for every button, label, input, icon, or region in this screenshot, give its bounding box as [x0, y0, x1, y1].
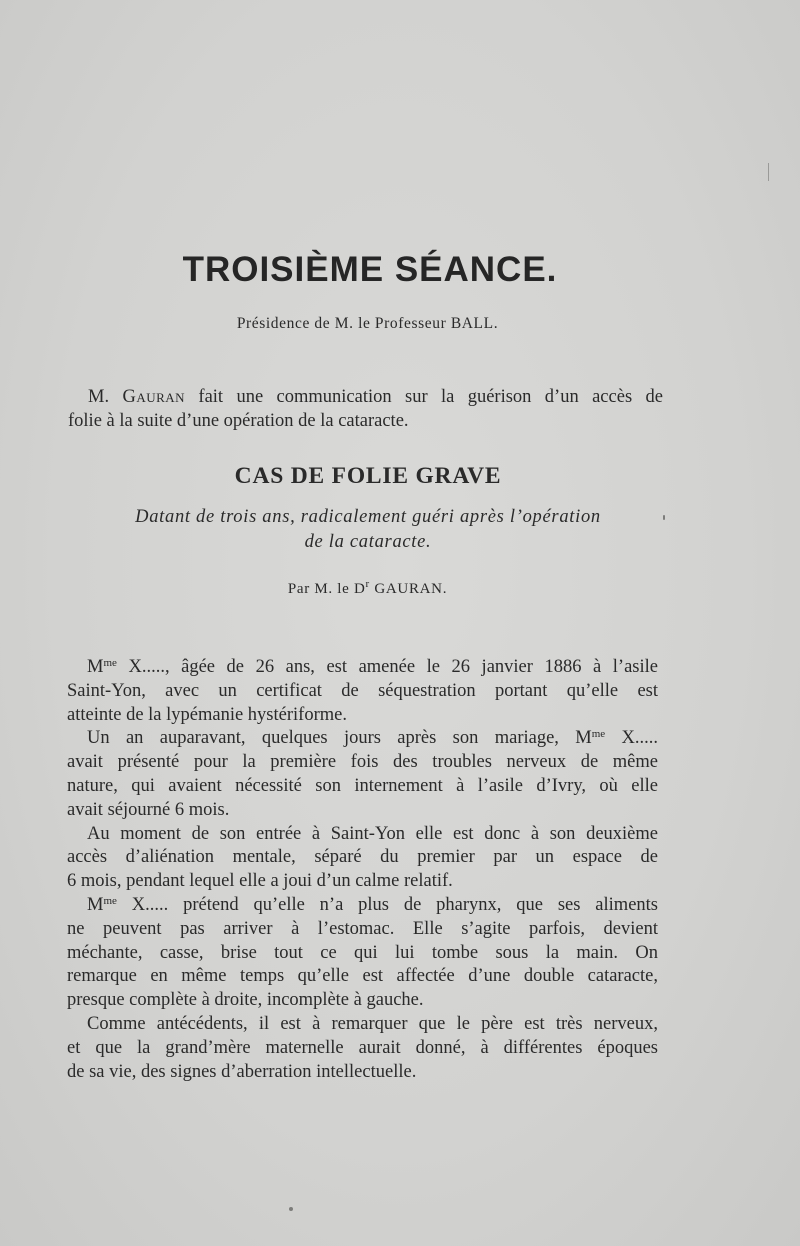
presidence-line: Présidence de M. le Professeur BALL.	[236, 315, 499, 332]
ink-speck	[663, 515, 665, 520]
p1-line-2: Saint-Yon, avec un certificat de séquestration portant qu’elle est	[67, 680, 658, 701]
p2-line-4: avait séjourné 6 mois.	[67, 799, 230, 820]
p2-line-2: avait présenté pour la première fois des troubles nerveux de même	[67, 752, 658, 773]
subtitle-line-1: Datant de trois ans, radicalement guéri après l’opération	[135, 507, 601, 527]
p4-line-2: ne peuvent pas arriver à l’estomac. Elle s’agite parfois, devient	[67, 918, 658, 939]
p2-line-1: Un an auparavant, quelques jours après son mariage, $M^{me}$ X.....	[87, 728, 658, 749]
page-title: TROISIÈME SÉANCE.	[182, 250, 558, 289]
p4-line-3: méchante, casse, brise tout ce qui lui tombe sous la main. On	[67, 942, 658, 963]
case-title: CAS DE FOLIE GRAVE	[234, 463, 502, 489]
intro-line-2: folie à la suite d’une opération de la cataracte.	[68, 411, 409, 431]
intro-line-1: M. Gauran fait une communication sur la guérison d’un accès de	[88, 387, 663, 407]
p4-line-1: $M^{me}$ X..... prétend qu’elle n’a plus de pharynx, que ses aliments	[87, 894, 658, 915]
p1-line-1: $M^{me}$ X....., âgée de 26 ans, est amenée le 26 janvier 1886 à l’asile	[87, 657, 658, 677]
body-text	[67, 656, 658, 1084]
p4-line-5: presque complète à droite, incomplète à gauche.	[67, 990, 424, 1011]
p5-line-3: de sa vie, des signes d’aberration intellectuelle.	[67, 1061, 417, 1082]
p3-line-3: 6 mois, pendant lequel elle a joui d’un calme relatif.	[67, 871, 453, 892]
speaker-name: Gauran	[122, 387, 186, 407]
ink-speck	[289, 1207, 293, 1211]
p4-line-4: remarque en même temps qu’elle est affectée d’une double cataracte,	[67, 966, 658, 987]
p1-line-3: atteinte de la lypémanie hystériforme.	[67, 704, 347, 725]
subtitle-line-2: de la cataracte.	[304, 532, 432, 552]
case-subtitle	[0, 505, 736, 555]
p2-line-3: nature, qui avaient nécessité son internement à l’asile d’Ivry, où elle	[67, 775, 658, 796]
intro-paragraph	[68, 385, 663, 433]
p3-line-2: accès d’aliénation mentale, séparé du premier par un espace de	[67, 847, 658, 868]
p5-line-1: Comme antécédents, il est à remarquer que le père est très nerveux,	[87, 1013, 658, 1034]
p5-line-2: et que la grand’mère maternelle aurait donné, à différentes époques	[67, 1037, 658, 1058]
author-line: Par M. le $D^r$ GAURAN.	[287, 578, 448, 597]
ink-speck	[768, 163, 769, 181]
p3-line-1: Au moment de son entrée à Saint-Yon elle est donc à son deuxième	[87, 823, 658, 844]
